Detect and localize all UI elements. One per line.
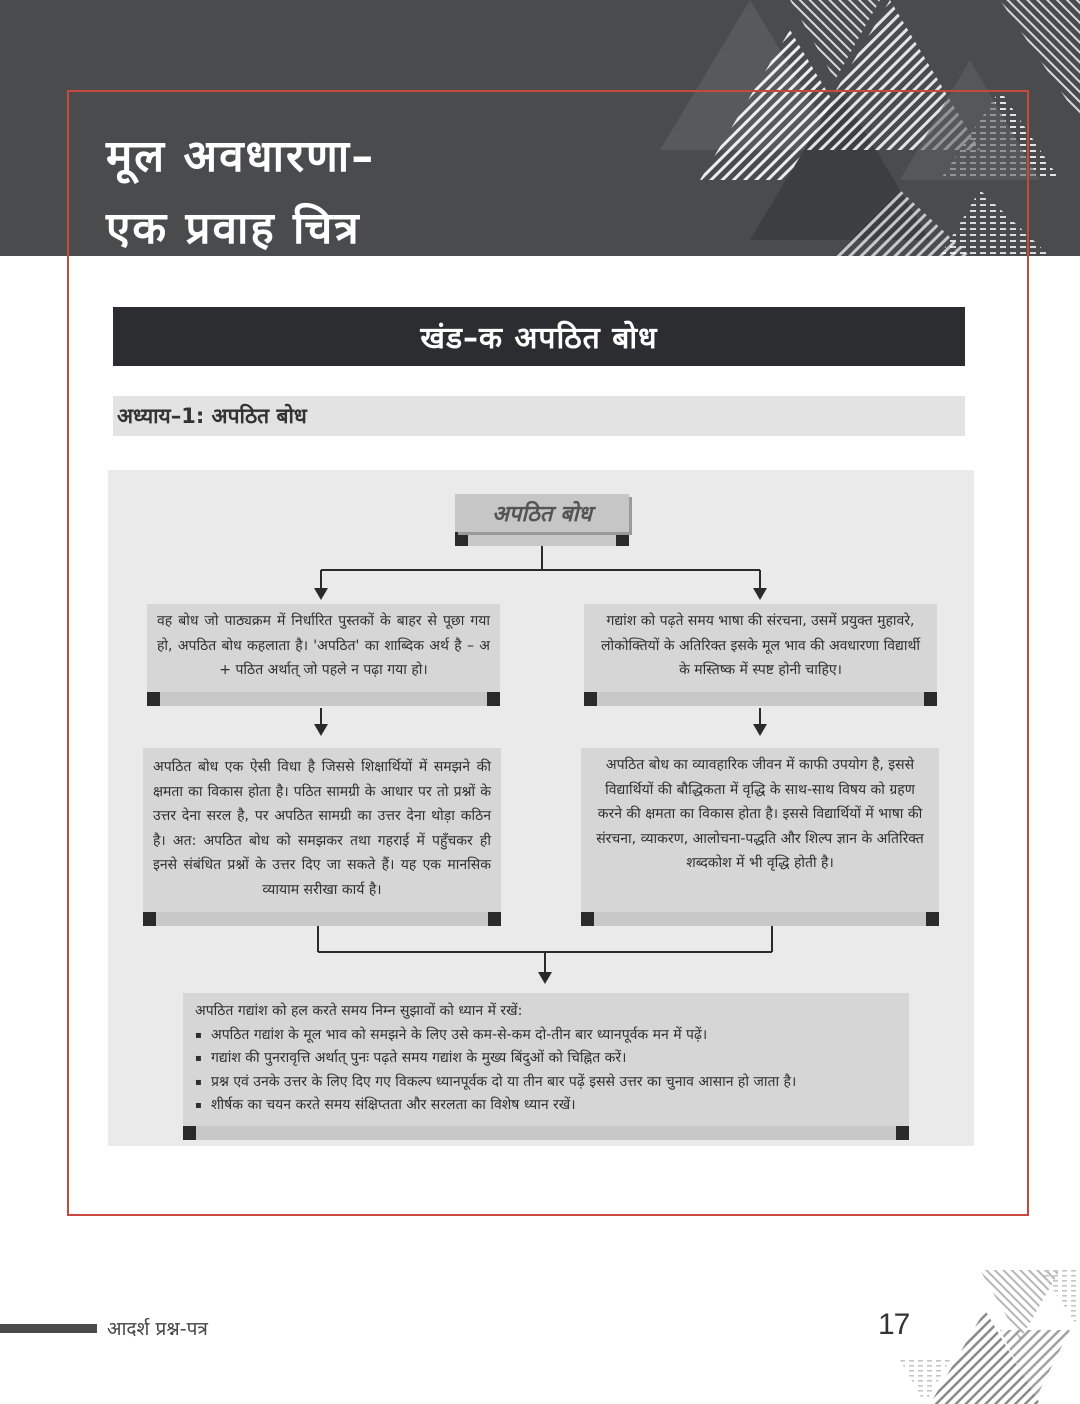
definition-box: वह बोध जो पाठ्यक्रम में निर्धारित पुस्तकों के बाहर से पूछा गया हो, अपठित बोध कहलाता है। 'अपठित' का शाब्दिक अर्थ है – अ + पठित अर्थात् जो पहले न पढ़ा गया हो। [147,604,500,692]
page-title-line-2: एक प्रवाह चित्र [106,203,361,254]
footer-bar [0,1324,97,1333]
tips-box [183,993,909,1126]
square-bullet-icon: ▪ [195,1029,202,1041]
tip-item: ▪ शीर्षक का चयन करते समय संक्षिप्तता और सरलता का विशेष ध्यान रखें। [195,1094,897,1118]
definition-box-ribbon [147,692,500,706]
usefulness-box-ribbon [581,912,939,926]
tips-list [195,1024,897,1118]
footer-book-title: आदर्श प्रश्न-पत्र [107,1318,208,1340]
root-node-ribbon [455,532,629,546]
square-bullet-icon: ▪ [195,1100,202,1111]
flowchart-root-node: अपठित बोध [455,494,629,532]
page-number: 17 [878,1308,910,1341]
concept-box-ribbon [584,692,937,706]
tip-item: ▪ गद्यांश की पुनरावृत्ति अर्थात् पुनः पढ़ते समय गद्यांश के मुख्य बिंदुओं को चिह्नित करें। [195,1047,897,1071]
tip-item: ▪ प्रश्न एवं उनके उत्तर के लिए दिए गए विकल्प ध्यानपूर्वक दो या तीन बार पढ़ें इससे उत्तर का चुनाव आसान हो जाता है। [195,1071,897,1095]
page-title-line-1: मूल अवधारणा– [106,131,376,182]
square-bullet-icon: ▪ [195,1076,202,1088]
usefulness-box: अपठित बोध का व्यावहारिक जीवन में काफी उपयोग है, इससे विद्यार्थियों की बौद्धिकता में वृद्धि के साथ-साथ विषय को ग्रहण करने की क्षमता का विकास होता है। इससे विद्यार्थियों में भाषा की संरचना, व्याकरण, आलोचना-पद्धति और शिल्प ज्ञान के अतिरिक्त शब्दकोश में भी वृद्धि होती है। [581,748,939,912]
footer-decorative-triangles [900,1270,1080,1404]
concept-box: गद्यांश को पढ़ते समय भाषा की संरचना, उसमें प्रयुक्त मुहावरे, लोकोक्तियों के अतिरिक्त इसके मूल भाव की अवधारणा विद्यार्थी के मस्तिष्क में स्पष्ट होनी चाहिए। [584,604,937,692]
square-bullet-icon: ▪ [195,1053,202,1064]
tips-box-ribbon [183,1126,909,1140]
tip-item: ▪ अपठित गद्यांश के मूल भाव को समझने के लिए उसे कम-से-कम दो-तीन बार ध्यानपूर्वक मन में पढ़ें। [195,1024,897,1048]
skill-development-box-ribbon [143,912,501,926]
chapter-heading: अध्याय–1: अपठित बोध [113,396,965,436]
section-heading: खंड–क अपठित बोध [113,307,965,366]
tips-intro: अपठित गद्यांश को हल करते समय निम्न सुझावों को ध्यान में रखें: [195,1003,523,1019]
skill-development-box: अपठित बोध एक ऐसी विधा है जिससे शिक्षार्थियों में समझने की क्षमता का विकास होता है। पठित सामग्री के आधार पर तो प्रश्नों के उत्तर देना सरल है, पर अपठित सामग्री का उत्तर देना थोड़ा कठिन है। अत: अपठित बोध को समझकर तथा गहराई में पहुँचकर ही इनसे संबंधित प्रश्नों के उत्तर दिए जा सकते हैं। यह एक मानसिक व्यायाम सरीखा कार्य है। [143,748,501,912]
